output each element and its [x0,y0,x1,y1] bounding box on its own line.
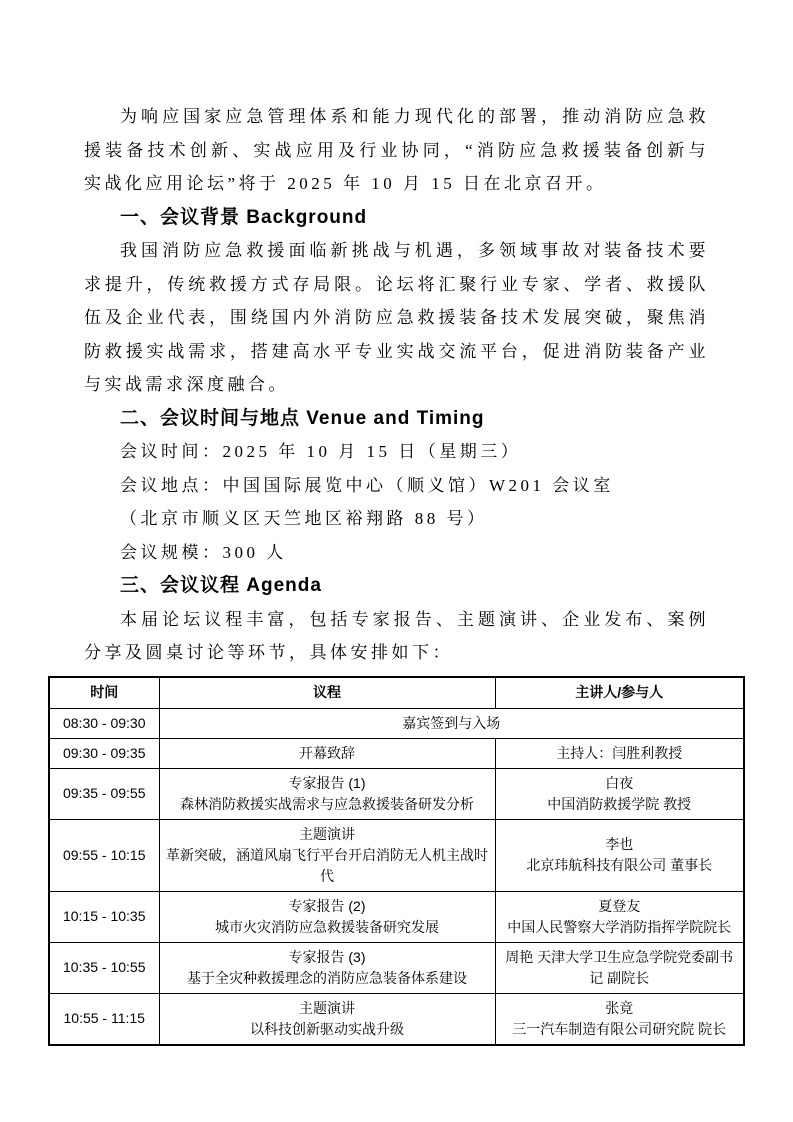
speaker-org: 北京玮航科技有限公司 董事长 [526,857,713,873]
table-row [49,768,744,819]
speaker-cell: 主持人：闫胜利教授 [495,738,744,768]
agenda-intro-paragraph: 本届论坛议程丰富，包括专家报告、主题演讲、企业发布、案例分享及圆桌讨论等环节，具体安排如下： [84,609,709,662]
speaker-name: 白夜 [605,774,634,791]
time-cell: 09:35 - 09:55 [49,768,159,819]
table-row [49,891,744,942]
time-cell: 09:30 - 09:35 [49,738,159,768]
col-header-time: 时间 [49,677,159,709]
speaker-name-org: 周艳 天津大学卫生应急学院党委副书记 副院长 [505,948,734,986]
agenda-table [48,676,745,1046]
agenda-detail: 以科技创新驱动实战升级 [250,1020,404,1037]
venue-time-line: 会议时间：2025 年 10 月 15 日（星期三） [120,442,522,461]
agenda-cell [159,891,495,942]
venue-address-line: （北京市顺义区天竺地区裕翔路 88 号） [120,509,488,528]
speaker-cell [495,819,744,891]
intro-paragraph: 为响应国家应急管理体系和能力现代化的部署，推动消防应急救援装备技术创新、实战应用及行业协同，“消防应急救援装备创新与实战化应用论坛”将于 2025 年 10 月 15 日在北京召开。 [84,107,709,193]
col-header-agenda: 议程 [159,677,495,709]
col-header-speaker: 主讲人/参与人 [495,677,744,709]
speaker-org: 三一汽车制造有限公司研究院 院长 [512,1020,727,1037]
speaker-org: 中国人民警察大学消防指挥学院院长 [507,918,732,935]
speaker-cell [495,942,744,993]
heading-background: 一、会议背景 Background [120,206,368,228]
venue-scale-line: 会议规模：300 人 [120,542,287,562]
table-row [49,738,744,768]
agenda-title: 专家报告 (2) [288,897,366,914]
speaker-cell [495,891,744,942]
time-cell: 10:35 - 10:55 [49,942,159,993]
table-row [49,942,744,993]
agenda-detail: 森林消防救援实战需求与应急救援装备研发分析 [180,795,474,812]
heading-venue: 二、会议时间与地点 Venue and Timing [120,407,485,429]
time-cell: 10:15 - 10:35 [49,891,159,942]
agenda-title: 专家报告 (3) [288,948,366,965]
agenda-title: 主题演讲 [299,999,355,1016]
agenda-cell: 嘉宾签到与入场 [159,708,744,738]
time-cell: 08:30 - 09:30 [49,708,159,738]
speaker-cell [495,768,744,819]
agenda-detail: 基于全灾种救援理念的消防应急装备体系建设 [187,969,467,986]
speaker-name: 张竟 [605,999,634,1016]
agenda-detail: 城市火灾消防应急救援装备研究发展 [215,918,439,935]
agenda-cell [159,942,495,993]
agenda-cell [159,768,495,819]
table-header-row [49,677,744,709]
speaker-org: 中国消防救援学院 教授 [547,795,692,812]
agenda-detail: 革新突破，涵道风扇飞行平台开启消防无人机主战时代 [166,846,488,884]
speaker-name: 夏登友 [598,897,641,914]
table-row [49,708,744,738]
table-row [49,819,744,891]
time-cell: 10:55 - 11:15 [49,993,159,1045]
speaker-name: 李也 [605,836,634,852]
venue-location-line: 会议地点：中国国际展览中心（顺义馆）W201 会议室 [120,475,614,495]
agenda-title: 专家报告 (1) [288,774,366,791]
agenda-title: 主题演讲 [299,825,355,842]
table-row [49,993,744,1045]
agenda-cell [159,993,495,1045]
heading-agenda: 三、会议议程 Agenda [120,575,322,596]
background-paragraph: 我国消防应急救援面临新挑战与机遇，多领域事故对装备技术要求提升，传统救援方式存局限。论坛将汇聚行业专家、学者、救援队伍及企业代表，围绕国内外消防应急救援装备技术发展突破，聚焦消防救援实战需求，搭建高水平专业实战交流平台，促进消防装备产业与实战需求深度融合。 [84,241,709,394]
speaker-cell [495,993,744,1045]
time-cell: 09:55 - 10:15 [49,819,159,891]
agenda-cell: 开幕致辞 [159,738,495,768]
agenda-cell [159,819,495,891]
